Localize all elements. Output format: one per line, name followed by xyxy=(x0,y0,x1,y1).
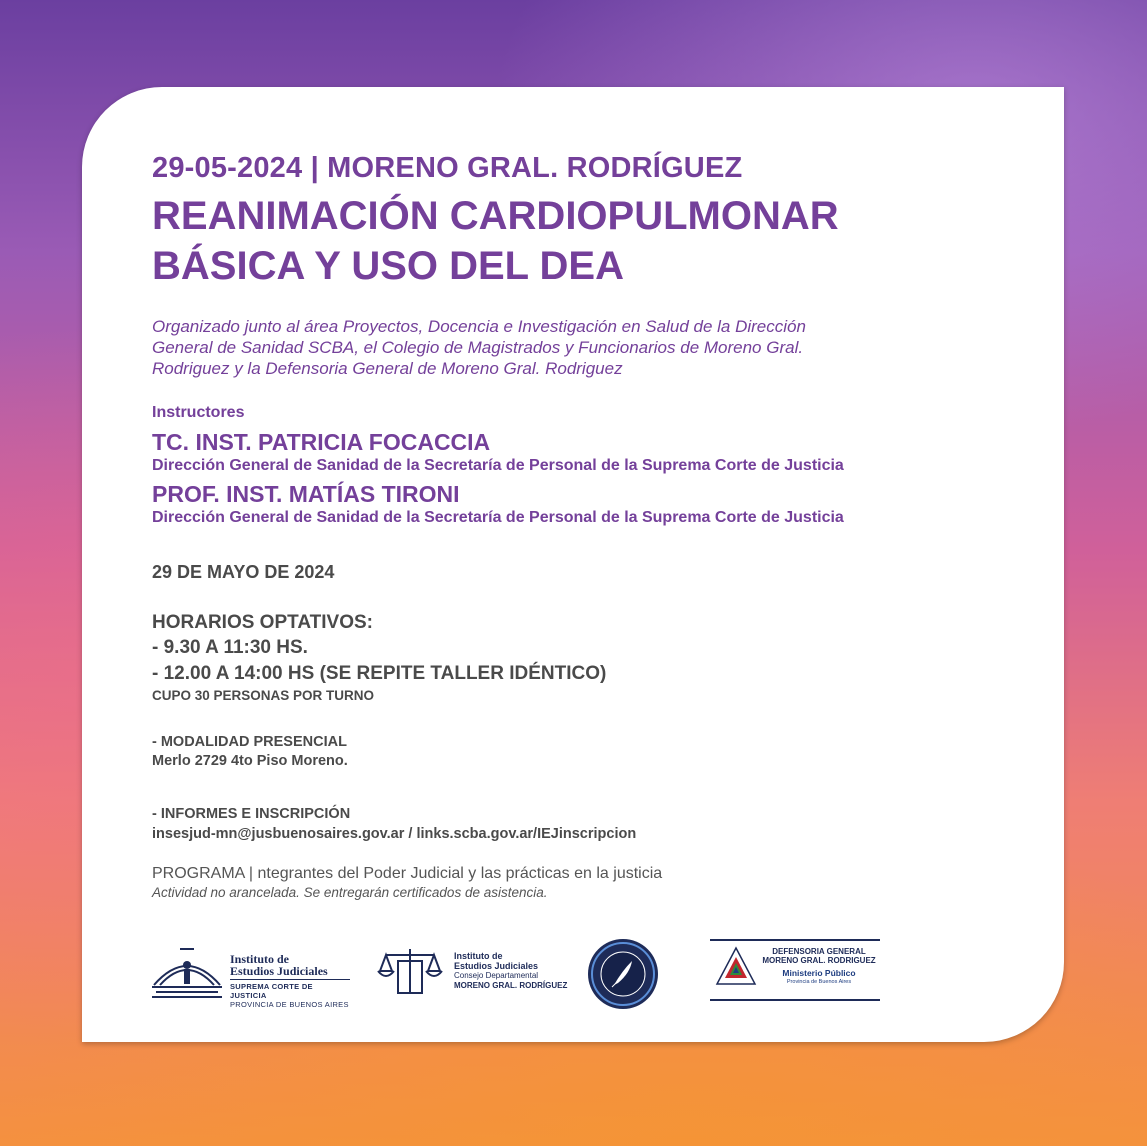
schedule-heading: HORARIOS OPTATIVOS: xyxy=(152,612,373,633)
iej-consejo-logo xyxy=(376,947,576,1007)
organized-line3: Rodriguez y la Defensoria General de Moreno Gral. Rodriguez xyxy=(152,359,623,378)
iej-line1: Instituto de xyxy=(230,952,290,966)
course-title-line2: BÁSICA Y USO DEL DEA xyxy=(152,244,624,288)
feather-seal-icon xyxy=(586,937,660,1011)
flyer-card xyxy=(82,87,1064,1042)
event-date: 29 DE MAYO DE 2024 xyxy=(152,562,335,582)
capacity-note: CUPO 30 PERSONAS POR TURNO xyxy=(152,688,375,703)
instructors-heading: Instructores xyxy=(152,404,245,421)
instructor-name: TC. INST. PATRICIA FOCACCIA xyxy=(152,429,491,455)
consejo-line4: MORENO GRAL. RODRÍGUEZ xyxy=(454,981,568,990)
instructor-name: PROF. INST. MATÍAS TIRONI xyxy=(152,481,460,507)
iej-line3: SUPREMA CORTE DE JUSTICIA xyxy=(230,979,350,1000)
date-place-heading: 29-05-2024 | MORENO GRAL. RODRÍGUEZ xyxy=(152,152,743,184)
defensoria-line3: Ministerio Público xyxy=(782,968,856,978)
flyer-content xyxy=(152,151,1012,902)
defensoria-line1: DEFENSORIA GENERAL xyxy=(772,947,866,956)
iej-scj-logo xyxy=(150,945,350,1009)
venue-address: Merlo 2729 4to Piso Moreno. xyxy=(152,753,348,769)
sponsor-logos xyxy=(148,945,968,1015)
schedule-slot-1: - 9.30 A 11:30 HS. xyxy=(152,637,308,658)
organized-line2: General de Sanidad SCBA, el Colegio de Magistrados y Funcionarios de Moreno Gral. xyxy=(152,338,804,357)
modality-heading: - MODALIDAD PRESENCIAL xyxy=(152,734,347,750)
info-heading: - INFORMES E INSCRIPCIÓN xyxy=(152,806,351,822)
course-title-line1: REANIMACIÓN CARDIOPULMONAR xyxy=(152,194,839,238)
course-title xyxy=(152,191,1012,291)
organized-by-text xyxy=(152,316,952,379)
schedule-slot-2: - 12.00 A 14:00 HS (SE REPITE TALLER IDÉNTICO) xyxy=(152,663,607,684)
contact-links[interactable]: insesjud-mn@jusbuenosaires.gov.ar / links.scba.gov.ar/IEJinscripcion xyxy=(152,826,637,842)
triangle-emblem-icon xyxy=(714,945,758,989)
consejo-line1: Instituto de xyxy=(454,951,503,961)
iej-scj-logo-text xyxy=(230,953,350,1009)
organized-line1: Organizado junto al área Proyectos, Docencia e Investigación en Salud de la Dirección xyxy=(152,317,806,336)
iej-line4: PROVINCIA DE BUENOS AIRES xyxy=(230,1000,349,1009)
scales-of-justice-icon xyxy=(376,947,444,997)
defensoria-line2: MORENO GRAL. RODRIGUEZ xyxy=(762,956,876,965)
defensoria-logo-text xyxy=(760,947,878,986)
colegio-magistrados-seal xyxy=(586,937,666,1017)
certificate-note: Actividad no arancelada. Se entregarán certificados de asistencia. xyxy=(152,885,548,900)
iej-consejo-logo-text xyxy=(454,951,567,991)
consejo-line3: Consejo Departamental xyxy=(454,971,539,980)
iej-line2: Estudios Judiciales xyxy=(230,964,328,978)
program-line: PROGRAMA | ntegrantes del Poder Judicial y las prácticas en la justicia xyxy=(152,865,663,882)
defensoria-line4: Provincia de Buenos Aires xyxy=(786,979,852,985)
instructor-role: Dirección General de Sanidad de la Secretaría de Personal de la Suprema Corte de Justicia xyxy=(152,457,844,474)
consejo-line2: Estudios Judiciales xyxy=(454,961,539,971)
justice-dome-icon xyxy=(150,945,224,1001)
instructor-role: Dirección General de Sanidad de la Secretaría de Personal de la Suprema Corte de Justicia xyxy=(152,509,844,526)
defensoria-general-logo xyxy=(710,939,880,1001)
